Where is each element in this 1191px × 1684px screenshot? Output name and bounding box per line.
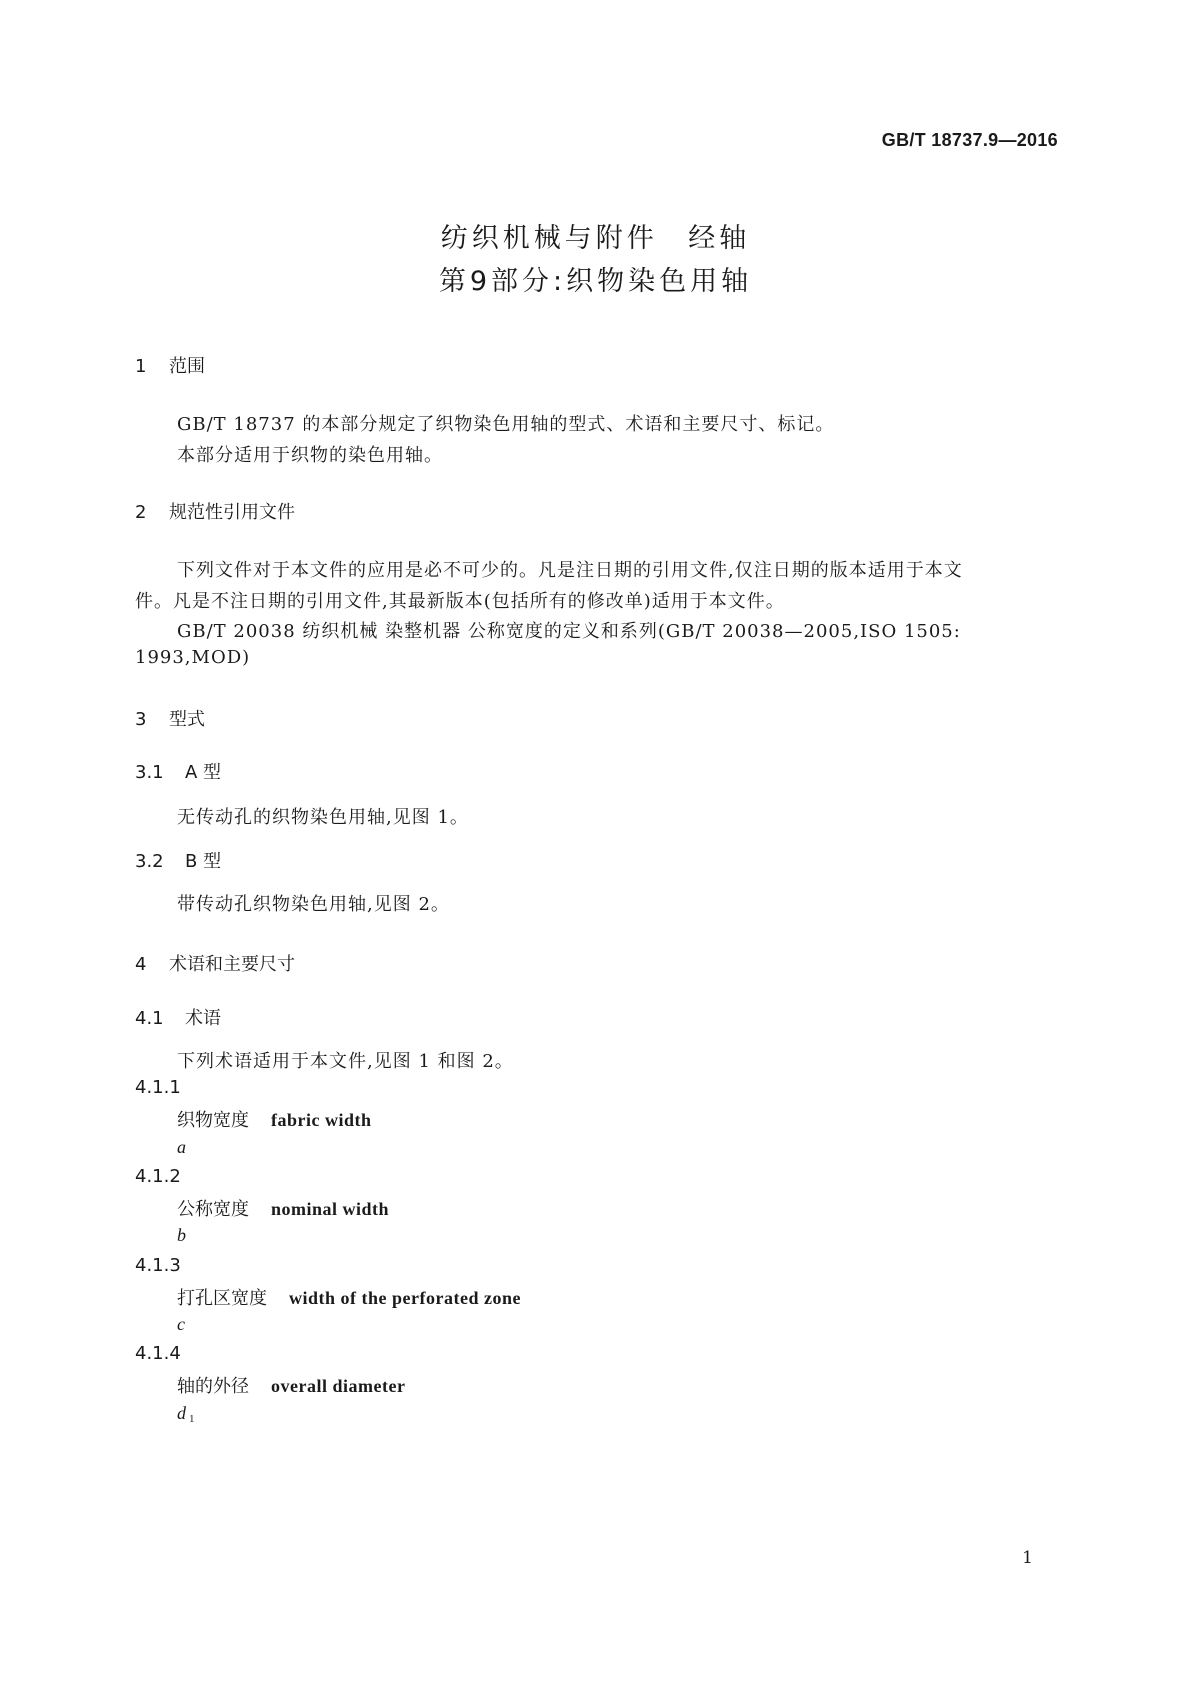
subsection-title: B 型 (185, 851, 222, 872)
term-number: 4.1.4 (135, 1343, 181, 1364)
term-entry (177, 1195, 389, 1221)
section-title: 范围 (169, 356, 205, 377)
document-title-line2: 第9部分:织物染色用轴 (438, 266, 753, 297)
section-2-reference-line-1: GB/T 20038 纺织机械 染整机器 公称宽度的定义和系列(GB/T 20038—2005,ISO 1505: (177, 621, 961, 642)
section-4-heading (135, 950, 295, 976)
term-chinese: 轴的外径 (177, 1376, 249, 1397)
subsection-number: 3.1 (135, 762, 164, 783)
term-chinese: 公称宽度 (177, 1199, 249, 1220)
subsection-number: 4.1 (135, 1008, 164, 1029)
symbol-letter: d (177, 1403, 186, 1423)
subsection-3-2-text: 带传动孔织物染色用轴,见图 2。 (177, 894, 450, 915)
term-entry (177, 1106, 372, 1132)
term-english: overall diameter (271, 1376, 406, 1396)
document-title-line1: 纺织机械与附件 经轴 (440, 223, 751, 254)
term-symbol (177, 1403, 195, 1425)
subsection-title: 术语 (185, 1008, 221, 1029)
symbol-subscript: 1 (189, 1413, 195, 1425)
term-number: 4.1.2 (135, 1166, 181, 1187)
term-entry (177, 1372, 405, 1398)
subsection-4-1-heading (135, 1004, 221, 1030)
section-2-reference-line-2: 1993,MOD) (135, 647, 251, 668)
term-number: 4.1.1 (135, 1077, 181, 1098)
term-number: 4.1.3 (135, 1255, 181, 1276)
section-1-paragraph-2: 本部分适用于织物的染色用轴。 (177, 445, 443, 466)
term-english: fabric width (271, 1110, 372, 1130)
section-number: 4 (135, 954, 147, 975)
section-number: 1 (135, 356, 147, 377)
page-number: 1 (1022, 1548, 1033, 1568)
subsection-3-1-text: 无传动孔的织物染色用轴,见图 1。 (177, 807, 469, 828)
term-english: nominal width (271, 1199, 390, 1219)
term-symbol (177, 1225, 189, 1247)
section-title: 术语和主要尺寸 (169, 954, 295, 975)
symbol-letter: c (177, 1314, 185, 1334)
term-chinese: 织物宽度 (177, 1110, 249, 1131)
section-3-heading (135, 705, 205, 731)
term-symbol (177, 1137, 189, 1159)
term-english: width of the perforated zone (289, 1288, 521, 1308)
symbol-letter: a (177, 1137, 186, 1157)
subsection-4-1-text: 下列术语适用于本文件,见图 1 和图 2。 (177, 1051, 514, 1072)
term-chinese: 打孔区宽度 (177, 1288, 267, 1309)
section-2-paragraph-1-line-2: 件。凡是不注日期的引用文件,其最新版本(包括所有的修改单)适用于本文件。 (135, 591, 785, 612)
section-number: 3 (135, 709, 147, 730)
section-2-paragraph-1-line-1: 下列文件对于本文件的应用是必不可少的。凡是注日期的引用文件,仅注日期的版本适用于本文 (177, 560, 963, 581)
standard-number: GB/T 18737.9—2016 (881, 130, 1058, 150)
section-2-heading (135, 498, 295, 524)
term-entry (177, 1284, 521, 1310)
section-title: 规范性引用文件 (169, 502, 295, 523)
subsection-number: 3.2 (135, 851, 164, 872)
subsection-3-2-heading (135, 847, 221, 873)
section-1-paragraph-1: GB/T 18737 的本部分规定了织物染色用轴的型式、术语和主要尺寸、标记。 (177, 414, 835, 435)
subsection-3-1-heading (135, 758, 221, 784)
subsection-title: A 型 (185, 762, 222, 783)
term-symbol (177, 1314, 188, 1336)
symbol-letter: b (177, 1225, 186, 1245)
section-title: 型式 (169, 709, 205, 730)
section-number: 2 (135, 502, 147, 523)
section-1-heading (135, 352, 205, 378)
